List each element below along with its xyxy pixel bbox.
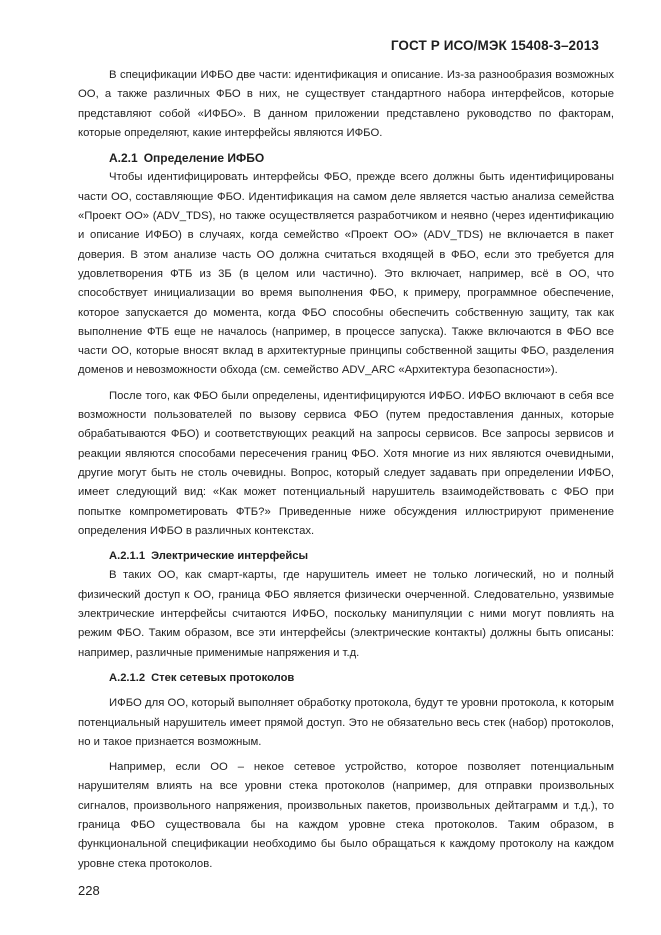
intro-paragraph: В спецификации ИФБО две части: идентификация и описание. Из-за разнообразия возможных ОО, а также различных ФБО в них, не существует стандартного набора интерфейсов, которые представляют собой «ИФБО». В данном приложении представлено руководство по факторам, которые определяют, какие интерфейсы являются ИФБО. <box>78 69 614 139</box>
section-title: Стек сетевых протоколов <box>151 671 295 684</box>
page-content <box>78 66 614 874</box>
paragraph-a211-1: В таких ОО, как смарт-карты, где нарушитель имеет не только логический, но и полный физический доступ к ОО, граница ФБО является физически очерченной. Следовательно, уязвимые электрические интерфейсы считаются ИФБО, поскольку манипуляции с ними могут повлиять на режим ФБО. Таким образом, все эти интерфейсы (электрические контакты) должны быть описаны: например, различные применимые напряжения и т.д. <box>78 569 614 659</box>
section-heading-a211 <box>78 547 614 566</box>
paragraph-a21-1: Чтобы идентифицировать интерфейсы ФБО, прежде всего должны быть идентифицированы части ОО, составляющие ФБО. Идентификация на самом деле является частью анализа семейства «Проект ОО» (ADV_TDS), но также осуществляется разработчиком и неявно (через идентификацию и описание ИФБО) в случаях, когда семейство «Проект ОО» (ADV_TDS) не включается в пакет доверия. В этом анализе часть ОО должна считаться входящей в ФБО, если это требуется для удовлетворения ФТБ из 3Б (в целом или частично). Это включает, например, всё в ОО, что способствует инициализации во время выполнения ФБО, к примеру, программное обеспечение, которое запускается до момента, когда ФБО способны обеспечить собственную защиту, так как выполнение ФТБ еще не началось (например, в процессе запуска). Также включаются в ФБО все части ОО, которые вносят вклад в архитектурные принципы собственной защиты ФБО, разделения доменов и невозможности обхода (см. семейство ADV_ARC «Архитектура безопасности»). <box>78 171 614 377</box>
section-title: Электрические интерфейсы <box>151 550 309 563</box>
section-heading-a21 <box>78 149 614 168</box>
paragraph-a212-2: Например, если ОО – некое сетевое устройство, которое позволяет потенциальным нарушителям влиять на все уровни стека протоколов (например, для отправки произвольных сигналов, произвольного напряжения, произвольных пакетов, произвольных дейтаграмм и т.д.), то граница ФБО существовала бы на каждом уровне стека протоколов. Таким образом, в функциональной спецификации необходимо бы было обращаться к каждому протоколу на каждом уровне стека протоколов. <box>78 761 614 870</box>
standard-header: ГОСТ Р ИСО/МЭК 15408-3–2013 <box>390 38 599 53</box>
paragraph-a212-1: ИФБО для ОО, который выполняет обработку протокола, будут те уровни протокола, к которым потенциальный нарушитель имеет прямой доступ. Это не обязательно весь стек (набор) протоколов, но и такое признается возможным. <box>78 697 614 748</box>
section-number: А.2.1 <box>109 151 138 166</box>
page-number: 228 <box>78 883 100 898</box>
section-number: А.2.1.1 <box>109 550 146 563</box>
section-title: Определение ИФБО <box>143 151 265 166</box>
section-number: А.2.1.2 <box>109 671 146 684</box>
paragraph-a21-2: После того, как ФБО были определены, идентифицируются ИФБО. ИФБО включают в себя все возможности пользователей по вызову сервиса ФБО (путем предоставления данных, которые обрабатываются ФБО) и соответствующих реакций на запросы сервисов. Все запросы зервисов и реакции являются способами пересечения границ ФБО. Хотя многие из них являются очевидными, другие могут быть не столь очевидны. Вопрос, который следует задавать при определении ИФБО, имеет следующий вид: «Как может потенциальный нарушитель взаимодействовать с ФБО при попытке компрометировать ФТБ?» Приведенные ниже обсуждения иллюстрируют применение определения ИФБО в различных контекстах. <box>78 389 614 537</box>
section-heading-a212 <box>78 669 614 688</box>
